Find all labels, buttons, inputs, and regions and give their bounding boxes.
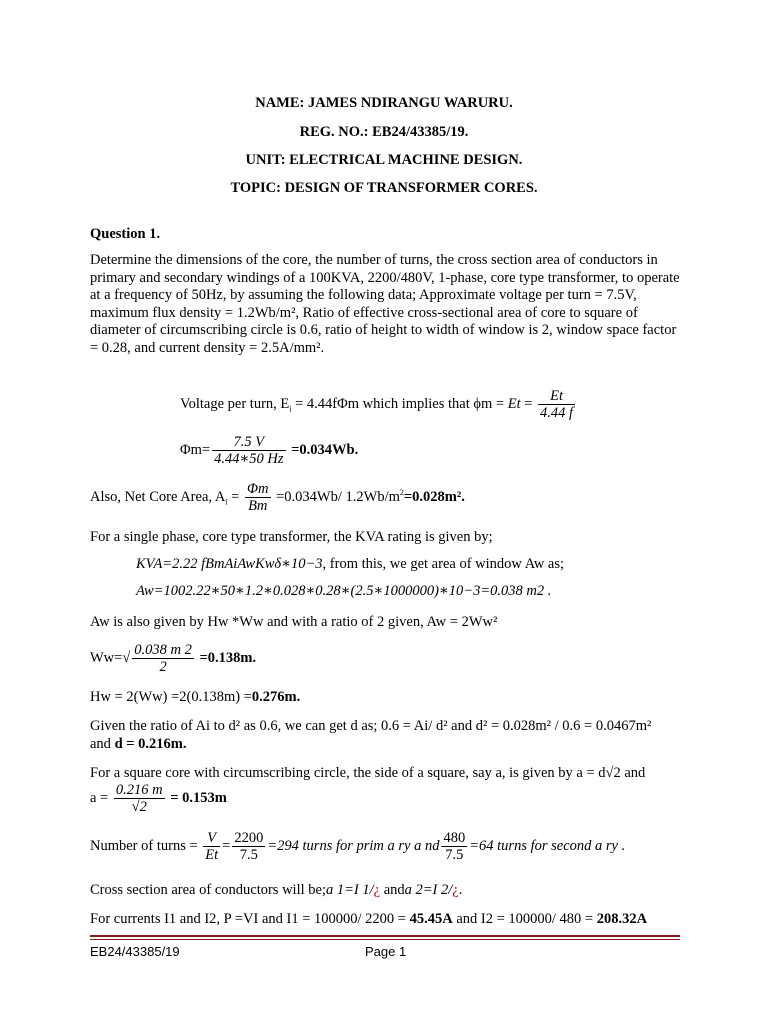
- core-area-eq: Also, Net Core Area, $A_i$ = $\frac{\Phi m}{Bm}$ =0.034Wb/ $1.2Wb/m^2=0.028m^2$.: [90, 481, 465, 514]
- footer-page-number: Page 1: [365, 944, 407, 959]
- kva-formula: KVA=2.22 fBmAiAwKwδ∗10−3, from this, we get area of window Aw as;: [136, 556, 565, 572]
- voltage-per-turn-eq: Voltage per turn, $E_i = 4.44f\Phi m$ which implies that ϕm = Et = $\frac{Et}{4.44 f}$: [180, 388, 574, 421]
- kva-intro: For a single phase, core type transformer, the KVA rating is given by;: [90, 529, 493, 545]
- number-of-turns-eq: Number of turns = $\frac{V}{Et}$ = $\frac{2200}{7.5}$ =294 turns for prim a ry a nd $\frac{480}{7.5}$ =64 turns for second a ry .: [90, 830, 626, 863]
- footer-rule-top: [90, 935, 680, 937]
- diameter-ratio-line: Given the ratio of Ai to d² as 0.6, we can get d as; 0.6 = Ai/ d² and d² = 0.028m² / 0.6 = 0.0467m²: [90, 718, 652, 734]
- unit-title: UNIT: ELECTRICAL MACHINE DESIGN.: [245, 152, 523, 168]
- square-side-eq: a = $\frac{0.216 m}{√2}$ = 0.153m: [90, 782, 227, 815]
- question-body: Determine the dimensions of the core, the number of turns, the cross section area of conductors in primary and secondary windings of a 100KVA, 2200/480V, 1-phase, core type transformer, to operate at a frequency of 50Hz, by assuming the following data; Approximate voltage per turn = 7.5V, maximum flux density = 1.2Wb/m², Ratio of effective cross-sectional area of core to square of diameter of circumscribing circle is 0.6, ratio of height to width of window is 2, window space factor = 0.28, and current density = 2.5A/mm².: [90, 252, 680, 356]
- registration-number: REG. NO.: EB24/43385/19.: [299, 124, 469, 140]
- window-area-formula: Aw=1002.22∗50∗1.2∗0.028∗0.28∗(2.5∗1000000)∗10−3=0.038 m2 .: [136, 583, 552, 599]
- flux-eq: Φm= $\frac{7.5 V}{4.44∗50 Hz}$ =0.034Wb.: [180, 434, 359, 467]
- question-title: Question 1.: [90, 226, 161, 242]
- window-area-ratio: Aw is also given by Hw *Ww and with a ratio of 2 given, Aw = 2Ww²: [90, 614, 498, 630]
- unknown-glyph: ¿: [452, 882, 459, 898]
- window-height-eq: Hw = 2(Ww) =2(0.138m) =0.276m.: [90, 689, 301, 705]
- window-width-eq: Ww=√ $\frac{0.038 m 2}{2}$ =0.138m.: [90, 642, 257, 675]
- student-name: NAME: JAMES NDIRANGU WARURU.: [255, 95, 513, 111]
- currents-line: For currents I1 and I2, P =VI and I1 = 100000/ 2200 = 45.45A and I2 = 100000/ 480 = 208.32A: [90, 911, 648, 927]
- footer-rule-bottom: [90, 939, 680, 940]
- topic-title: TOPIC: DESIGN OF TRANSFORMER CORES.: [230, 180, 538, 196]
- diameter-result-line: and d = 0.216m.: [90, 736, 187, 752]
- square-core-line: For a square core with circumscribing circle, the side of a square, say a, is given by a = d√2 and: [90, 765, 646, 781]
- footer-reg: EB24/43385/19: [90, 944, 180, 959]
- conductor-area-line: Cross section area of conductors will be;a 1=I 1/¿ anda 2=I 2/¿.: [90, 882, 463, 898]
